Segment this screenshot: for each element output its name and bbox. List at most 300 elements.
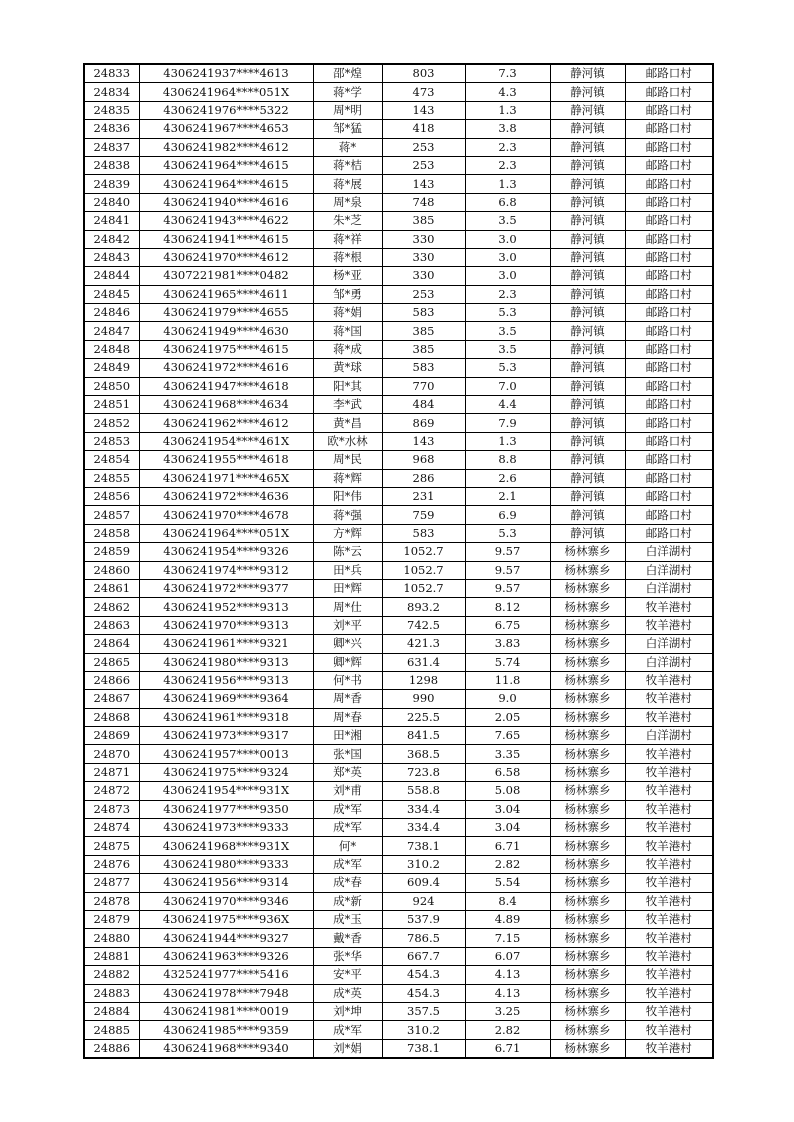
township-cell: 杨林寨乡 [550, 1021, 625, 1039]
row-number-cell: 24858 [84, 524, 139, 542]
row-number-cell: 24840 [84, 193, 139, 211]
id-number-cell: 4306241937****4613 [139, 64, 313, 83]
amount-cell: 537.9 [382, 910, 465, 928]
name-cell: 李*武 [313, 396, 382, 414]
id-number-cell: 4306241964****4615 [139, 175, 313, 193]
row-number-cell: 24861 [84, 579, 139, 597]
table-row [84, 322, 713, 340]
name-cell: 蒋* [313, 138, 382, 156]
name-cell: 刘*坤 [313, 1002, 382, 1020]
row-number-cell: 24852 [84, 414, 139, 432]
id-number-cell: 4306241970****4612 [139, 248, 313, 266]
row-number-cell: 24844 [84, 267, 139, 285]
village-cell: 牧羊港村 [625, 1021, 713, 1039]
table-row [84, 120, 713, 138]
table-row [84, 248, 713, 266]
row-number-cell: 24868 [84, 708, 139, 726]
area-cell: 1.3 [465, 101, 550, 119]
village-cell: 白洋湖村 [625, 579, 713, 597]
village-cell: 牧羊港村 [625, 598, 713, 616]
village-cell: 白洋湖村 [625, 635, 713, 653]
amount-cell: 723.8 [382, 763, 465, 781]
township-cell: 静河镇 [550, 451, 625, 469]
township-cell: 杨林寨乡 [550, 616, 625, 634]
township-cell: 杨林寨乡 [550, 727, 625, 745]
id-number-cell: 4306241956****9313 [139, 671, 313, 689]
area-cell: 3.5 [465, 322, 550, 340]
table-row [84, 892, 713, 910]
village-cell: 牧羊港村 [625, 819, 713, 837]
row-number-cell: 24885 [84, 1021, 139, 1039]
table-row [84, 874, 713, 892]
id-number-cell: 4306241954****931X [139, 782, 313, 800]
township-cell: 杨林寨乡 [550, 653, 625, 671]
row-number-cell: 24866 [84, 671, 139, 689]
area-cell: 4.13 [465, 984, 550, 1002]
table-row [84, 285, 713, 303]
name-cell: 刘*甫 [313, 782, 382, 800]
township-cell: 杨林寨乡 [550, 910, 625, 928]
name-cell: 成*玉 [313, 910, 382, 928]
amount-cell: 583 [382, 524, 465, 542]
area-cell: 3.0 [465, 267, 550, 285]
area-cell: 11.8 [465, 671, 550, 689]
table-row [84, 156, 713, 174]
village-cell: 牧羊港村 [625, 855, 713, 873]
table-row [84, 506, 713, 524]
table-row [84, 83, 713, 101]
area-cell: 9.57 [465, 579, 550, 597]
name-cell: 成*军 [313, 1021, 382, 1039]
table-row [84, 64, 713, 83]
township-cell: 杨林寨乡 [550, 892, 625, 910]
row-number-cell: 24872 [84, 782, 139, 800]
id-number-cell: 4306241956****9314 [139, 874, 313, 892]
amount-cell: 738.1 [382, 1039, 465, 1058]
area-cell: 3.5 [465, 212, 550, 230]
id-number-cell: 4306241970****4678 [139, 506, 313, 524]
id-number-cell: 4306241964****4615 [139, 156, 313, 174]
id-number-cell: 4306241974****9312 [139, 561, 313, 579]
row-number-cell: 24839 [84, 175, 139, 193]
village-cell: 牧羊港村 [625, 690, 713, 708]
id-number-cell: 4306241964****051X [139, 524, 313, 542]
area-cell: 2.82 [465, 1021, 550, 1039]
amount-cell: 231 [382, 487, 465, 505]
name-cell: 郑*英 [313, 763, 382, 781]
name-cell: 邹*猛 [313, 120, 382, 138]
amount-cell: 286 [382, 469, 465, 487]
id-number-cell: 4306241975****936X [139, 910, 313, 928]
row-number-cell: 24841 [84, 212, 139, 230]
village-cell: 邮路口村 [625, 230, 713, 248]
id-number-cell: 4306241949****4630 [139, 322, 313, 340]
name-cell: 阳*其 [313, 377, 382, 395]
table-row [84, 101, 713, 119]
area-cell: 7.3 [465, 64, 550, 83]
name-cell: 周*仕 [313, 598, 382, 616]
township-cell: 杨林寨乡 [550, 671, 625, 689]
row-number-cell: 24846 [84, 304, 139, 322]
area-cell: 9.57 [465, 561, 550, 579]
table-row [84, 396, 713, 414]
name-cell: 黄*球 [313, 359, 382, 377]
table-row [84, 561, 713, 579]
village-cell: 邮路口村 [625, 267, 713, 285]
area-cell: 3.5 [465, 340, 550, 358]
township-cell: 杨林寨乡 [550, 708, 625, 726]
id-number-cell: 4306241961****9321 [139, 635, 313, 653]
township-cell: 杨林寨乡 [550, 579, 625, 597]
village-cell: 邮路口村 [625, 304, 713, 322]
row-number-cell: 24869 [84, 727, 139, 745]
table-row [84, 745, 713, 763]
id-number-cell: 4306241976****5322 [139, 101, 313, 119]
id-number-cell: 4306241964****051X [139, 83, 313, 101]
table-row [84, 671, 713, 689]
amount-cell: 869 [382, 414, 465, 432]
row-number-cell: 24877 [84, 874, 139, 892]
table-row [84, 690, 713, 708]
amount-cell: 748 [382, 193, 465, 211]
area-cell: 3.04 [465, 819, 550, 837]
village-cell: 邮路口村 [625, 377, 713, 395]
village-cell: 邮路口村 [625, 248, 713, 266]
area-cell: 3.25 [465, 1002, 550, 1020]
township-cell: 杨林寨乡 [550, 745, 625, 763]
row-number-cell: 24860 [84, 561, 139, 579]
table-row [84, 543, 713, 561]
id-number-cell: 4306241952****9313 [139, 598, 313, 616]
table-row [84, 966, 713, 984]
amount-cell: 631.4 [382, 653, 465, 671]
amount-cell: 609.4 [382, 874, 465, 892]
row-number-cell: 24835 [84, 101, 139, 119]
amount-cell: 225.5 [382, 708, 465, 726]
township-cell: 杨林寨乡 [550, 800, 625, 818]
amount-cell: 484 [382, 396, 465, 414]
amount-cell: 143 [382, 432, 465, 450]
village-cell: 牧羊港村 [625, 1039, 713, 1058]
amount-cell: 841.5 [382, 727, 465, 745]
name-cell: 成*英 [313, 984, 382, 1002]
area-cell: 2.6 [465, 469, 550, 487]
amount-cell: 330 [382, 230, 465, 248]
row-number-cell: 24842 [84, 230, 139, 248]
name-cell: 戴*香 [313, 929, 382, 947]
id-number-cell: 4306241954****461X [139, 432, 313, 450]
table-row [84, 267, 713, 285]
area-cell: 5.3 [465, 524, 550, 542]
area-cell: 6.8 [465, 193, 550, 211]
name-cell: 何* [313, 837, 382, 855]
area-cell: 3.8 [465, 120, 550, 138]
amount-cell: 310.2 [382, 855, 465, 873]
name-cell: 蒋*强 [313, 506, 382, 524]
table-row [84, 138, 713, 156]
table-row [84, 469, 713, 487]
village-cell: 牧羊港村 [625, 782, 713, 800]
township-cell: 杨林寨乡 [550, 690, 625, 708]
area-cell: 8.8 [465, 451, 550, 469]
name-cell: 成*军 [313, 819, 382, 837]
village-cell: 牧羊港村 [625, 745, 713, 763]
id-number-cell: 4306241971****465X [139, 469, 313, 487]
township-cell: 杨林寨乡 [550, 874, 625, 892]
amount-cell: 330 [382, 248, 465, 266]
village-cell: 邮路口村 [625, 414, 713, 432]
area-cell: 5.08 [465, 782, 550, 800]
area-cell: 7.9 [465, 414, 550, 432]
id-number-cell: 4306241981****0019 [139, 1002, 313, 1020]
name-cell: 卿*兴 [313, 635, 382, 653]
name-cell: 卿*辉 [313, 653, 382, 671]
amount-cell: 421.3 [382, 635, 465, 653]
village-cell: 邮路口村 [625, 487, 713, 505]
row-number-cell: 24855 [84, 469, 139, 487]
row-number-cell: 24874 [84, 819, 139, 837]
village-cell: 邮路口村 [625, 156, 713, 174]
id-number-cell: 4306241973****9333 [139, 819, 313, 837]
township-cell: 静河镇 [550, 414, 625, 432]
amount-cell: 368.5 [382, 745, 465, 763]
name-cell: 蒋*国 [313, 322, 382, 340]
name-cell: 成*军 [313, 855, 382, 873]
township-cell: 静河镇 [550, 175, 625, 193]
id-number-cell: 4306241982****4612 [139, 138, 313, 156]
amount-cell: 924 [382, 892, 465, 910]
row-number-cell: 24849 [84, 359, 139, 377]
table-row [84, 524, 713, 542]
id-number-cell: 4306241972****4616 [139, 359, 313, 377]
amount-cell: 253 [382, 156, 465, 174]
amount-cell: 759 [382, 506, 465, 524]
village-cell: 牧羊港村 [625, 966, 713, 984]
amount-cell: 770 [382, 377, 465, 395]
id-number-cell: 4306241965****4611 [139, 285, 313, 303]
row-number-cell: 24856 [84, 487, 139, 505]
township-cell: 静河镇 [550, 396, 625, 414]
village-cell: 牧羊港村 [625, 616, 713, 634]
amount-cell: 143 [382, 101, 465, 119]
table-row [84, 598, 713, 616]
amount-cell: 968 [382, 451, 465, 469]
name-cell: 蒋*根 [313, 248, 382, 266]
area-cell: 5.74 [465, 653, 550, 671]
name-cell: 田*湘 [313, 727, 382, 745]
row-number-cell: 24848 [84, 340, 139, 358]
area-cell: 7.15 [465, 929, 550, 947]
amount-cell: 330 [382, 267, 465, 285]
area-cell: 5.3 [465, 359, 550, 377]
amount-cell: 253 [382, 138, 465, 156]
village-cell: 邮路口村 [625, 359, 713, 377]
area-cell: 4.3 [465, 83, 550, 101]
name-cell: 欧*水林 [313, 432, 382, 450]
township-cell: 静河镇 [550, 469, 625, 487]
area-cell: 6.58 [465, 763, 550, 781]
township-cell: 静河镇 [550, 524, 625, 542]
amount-cell: 454.3 [382, 966, 465, 984]
village-cell: 牧羊港村 [625, 763, 713, 781]
table-row [84, 579, 713, 597]
village-cell: 邮路口村 [625, 524, 713, 542]
township-cell: 静河镇 [550, 156, 625, 174]
village-cell: 邮路口村 [625, 469, 713, 487]
amount-cell: 454.3 [382, 984, 465, 1002]
row-number-cell: 24847 [84, 322, 139, 340]
village-cell: 牧羊港村 [625, 929, 713, 947]
row-number-cell: 24879 [84, 910, 139, 928]
id-number-cell: 4306241947****4618 [139, 377, 313, 395]
name-cell: 成*军 [313, 800, 382, 818]
township-cell: 静河镇 [550, 377, 625, 395]
row-number-cell: 24882 [84, 966, 139, 984]
township-cell: 静河镇 [550, 432, 625, 450]
amount-cell: 1052.7 [382, 543, 465, 561]
name-cell: 蒋*辉 [313, 469, 382, 487]
id-number-cell: 4306241957****0013 [139, 745, 313, 763]
row-number-cell: 24843 [84, 248, 139, 266]
area-cell: 7.65 [465, 727, 550, 745]
amount-cell: 310.2 [382, 1021, 465, 1039]
township-cell: 静河镇 [550, 267, 625, 285]
village-cell: 牧羊港村 [625, 947, 713, 965]
area-cell: 4.13 [465, 966, 550, 984]
name-cell: 何*书 [313, 671, 382, 689]
township-cell: 杨林寨乡 [550, 947, 625, 965]
name-cell: 蒋*展 [313, 175, 382, 193]
amount-cell: 385 [382, 212, 465, 230]
name-cell: 蒋*娟 [313, 304, 382, 322]
table-row [84, 1002, 713, 1020]
name-cell: 周*春 [313, 708, 382, 726]
row-number-cell: 24834 [84, 83, 139, 101]
table-row [84, 708, 713, 726]
id-number-cell: 4306241968****9340 [139, 1039, 313, 1058]
id-number-cell: 4306241963****9326 [139, 947, 313, 965]
area-cell: 6.71 [465, 837, 550, 855]
row-number-cell: 24833 [84, 64, 139, 83]
table-row [84, 910, 713, 928]
amount-cell: 385 [382, 322, 465, 340]
id-number-cell: 4306241975****4615 [139, 340, 313, 358]
amount-cell: 803 [382, 64, 465, 83]
township-cell: 静河镇 [550, 138, 625, 156]
amount-cell: 1298 [382, 671, 465, 689]
village-cell: 牧羊港村 [625, 910, 713, 928]
name-cell: 张*华 [313, 947, 382, 965]
amount-cell: 334.4 [382, 800, 465, 818]
name-cell: 安*平 [313, 966, 382, 984]
township-cell: 静河镇 [550, 359, 625, 377]
area-cell: 3.04 [465, 800, 550, 818]
name-cell: 成*新 [313, 892, 382, 910]
name-cell: 周*民 [313, 451, 382, 469]
village-cell: 牧羊港村 [625, 708, 713, 726]
table-row [84, 616, 713, 634]
township-cell: 杨林寨乡 [550, 635, 625, 653]
id-number-cell: 4306241941****4615 [139, 230, 313, 248]
name-cell: 陈*云 [313, 543, 382, 561]
table-row [84, 984, 713, 1002]
township-cell: 静河镇 [550, 120, 625, 138]
table-row [84, 304, 713, 322]
records-table [83, 63, 714, 1059]
row-number-cell: 24880 [84, 929, 139, 947]
township-cell: 杨林寨乡 [550, 855, 625, 873]
row-number-cell: 24871 [84, 763, 139, 781]
id-number-cell: 4306241969****9364 [139, 690, 313, 708]
row-number-cell: 24865 [84, 653, 139, 671]
area-cell: 3.0 [465, 248, 550, 266]
table-row [84, 653, 713, 671]
row-number-cell: 24881 [84, 947, 139, 965]
id-number-cell: 4306241961****9318 [139, 708, 313, 726]
id-number-cell: 4306241940****4616 [139, 193, 313, 211]
township-cell: 静河镇 [550, 64, 625, 83]
area-cell: 2.3 [465, 156, 550, 174]
village-cell: 邮路口村 [625, 175, 713, 193]
village-cell: 邮路口村 [625, 432, 713, 450]
township-cell: 静河镇 [550, 304, 625, 322]
name-cell: 田*辉 [313, 579, 382, 597]
area-cell: 7.0 [465, 377, 550, 395]
row-number-cell: 24873 [84, 800, 139, 818]
village-cell: 牧羊港村 [625, 671, 713, 689]
village-cell: 邮路口村 [625, 396, 713, 414]
id-number-cell: 4306241955****4618 [139, 451, 313, 469]
id-number-cell: 4306241954****9326 [139, 543, 313, 561]
area-cell: 6.9 [465, 506, 550, 524]
village-cell: 邮路口村 [625, 322, 713, 340]
village-cell: 邮路口村 [625, 101, 713, 119]
id-number-cell: 4306241973****9317 [139, 727, 313, 745]
area-cell: 1.3 [465, 175, 550, 193]
table-row [84, 800, 713, 818]
area-cell: 5.54 [465, 874, 550, 892]
amount-cell: 583 [382, 359, 465, 377]
id-number-cell: 4306241985****9359 [139, 1021, 313, 1039]
township-cell: 杨林寨乡 [550, 763, 625, 781]
row-number-cell: 24864 [84, 635, 139, 653]
township-cell: 杨林寨乡 [550, 929, 625, 947]
area-cell: 2.3 [465, 138, 550, 156]
table-row [84, 359, 713, 377]
area-cell: 6.71 [465, 1039, 550, 1058]
village-cell: 白洋湖村 [625, 727, 713, 745]
table-row [84, 947, 713, 965]
id-number-cell: 4306241944****9327 [139, 929, 313, 947]
village-cell: 白洋湖村 [625, 543, 713, 561]
table-row [84, 451, 713, 469]
area-cell: 8.4 [465, 892, 550, 910]
table-body [84, 64, 713, 1058]
table-row [84, 635, 713, 653]
area-cell: 5.3 [465, 304, 550, 322]
name-cell: 周*泉 [313, 193, 382, 211]
township-cell: 静河镇 [550, 340, 625, 358]
village-cell: 邮路口村 [625, 506, 713, 524]
name-cell: 朱*芝 [313, 212, 382, 230]
table-row [84, 1021, 713, 1039]
id-number-cell: 4306241972****9377 [139, 579, 313, 597]
village-cell: 邮路口村 [625, 451, 713, 469]
id-number-cell: 4306241962****4612 [139, 414, 313, 432]
village-cell: 邮路口村 [625, 285, 713, 303]
id-number-cell: 4306241970****9313 [139, 616, 313, 634]
name-cell: 张*国 [313, 745, 382, 763]
